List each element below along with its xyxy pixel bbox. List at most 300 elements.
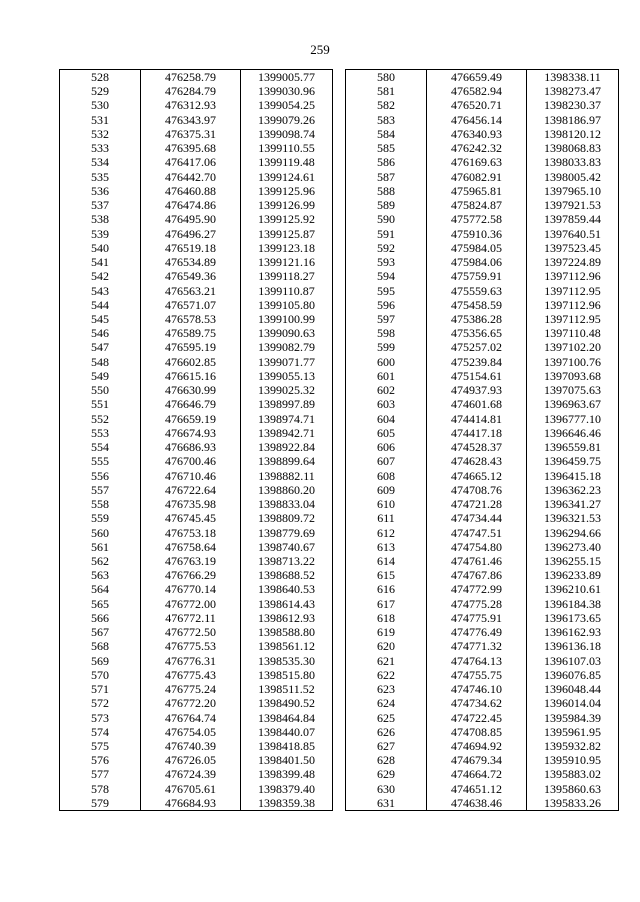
y-coordinate-cell: 1397640.51: [527, 227, 619, 241]
x-coordinate-cell: 474937.93: [427, 383, 527, 397]
y-coordinate-cell: 1399126.99: [241, 198, 333, 212]
point-number-cell: 574: [60, 725, 141, 739]
y-coordinate-cell: 1398338.11: [527, 70, 619, 85]
x-coordinate-cell: 476735.98: [141, 497, 241, 511]
table-row: [60, 426, 333, 440]
y-coordinate-cell: 1399125.96: [241, 184, 333, 198]
table-row: [60, 241, 333, 255]
point-number-cell: 554: [60, 440, 141, 454]
y-coordinate-cell: 1399110.87: [241, 284, 333, 298]
y-coordinate-cell: 1398779.69: [241, 526, 333, 540]
y-coordinate-cell: 1397102.20: [527, 340, 619, 354]
x-coordinate-cell: 474665.12: [427, 469, 527, 483]
point-number-cell: 584: [346, 127, 427, 141]
y-coordinate-cell: 1399098.74: [241, 127, 333, 141]
table-row: [346, 782, 619, 796]
y-coordinate-cell: 1396255.15: [527, 554, 619, 568]
point-number-cell: 561: [60, 540, 141, 554]
x-coordinate-cell: 475239.84: [427, 355, 527, 369]
table-row: [60, 767, 333, 781]
x-coordinate-cell: 474664.72: [427, 767, 527, 781]
x-coordinate-cell: 474775.28: [427, 597, 527, 611]
x-coordinate-cell: 474754.80: [427, 540, 527, 554]
y-coordinate-cell: 1398535.30: [241, 654, 333, 668]
x-coordinate-cell: 476456.14: [427, 113, 527, 127]
y-coordinate-cell: 1399055.13: [241, 369, 333, 383]
y-coordinate-cell: 1399071.77: [241, 355, 333, 369]
y-coordinate-cell: 1396963.67: [527, 397, 619, 411]
x-coordinate-cell: 476395.68: [141, 141, 241, 155]
table-row: [346, 511, 619, 525]
point-number-cell: 600: [346, 355, 427, 369]
point-number-cell: 535: [60, 170, 141, 184]
y-coordinate-cell: 1398515.80: [241, 668, 333, 682]
x-coordinate-cell: 476578.53: [141, 312, 241, 326]
y-coordinate-cell: 1395910.95: [527, 753, 619, 767]
point-number-cell: 627: [346, 739, 427, 753]
table-row: [346, 227, 619, 241]
table-row: [60, 127, 333, 141]
point-number-cell: 624: [346, 696, 427, 710]
point-number-cell: 545: [60, 312, 141, 326]
y-coordinate-cell: 1399090.63: [241, 326, 333, 340]
table-row: [60, 312, 333, 326]
x-coordinate-cell: 475257.02: [427, 340, 527, 354]
point-number-cell: 626: [346, 725, 427, 739]
y-coordinate-cell: 1396294.66: [527, 526, 619, 540]
x-coordinate-cell: 475965.81: [427, 184, 527, 198]
coordinate-table-right: [345, 69, 619, 811]
y-coordinate-cell: 1398379.40: [241, 782, 333, 796]
x-coordinate-cell: 476284.79: [141, 84, 241, 98]
x-coordinate-cell: 474708.85: [427, 725, 527, 739]
point-number-cell: 536: [60, 184, 141, 198]
table-row: [60, 84, 333, 98]
y-coordinate-cell: 1398464.84: [241, 711, 333, 725]
point-number-cell: 558: [60, 497, 141, 511]
y-coordinate-cell: 1398809.72: [241, 511, 333, 525]
x-coordinate-cell: 476417.06: [141, 155, 241, 169]
table-row: [346, 611, 619, 625]
x-coordinate-cell: 474776.49: [427, 625, 527, 639]
table-row: [60, 540, 333, 554]
point-number-cell: 551: [60, 397, 141, 411]
point-number-cell: 572: [60, 696, 141, 710]
point-number-cell: 557: [60, 483, 141, 497]
x-coordinate-cell: 476763.19: [141, 554, 241, 568]
table-row: [346, 312, 619, 326]
table-row: [60, 711, 333, 725]
table-row: [60, 269, 333, 283]
x-coordinate-cell: 474775.91: [427, 611, 527, 625]
y-coordinate-cell: 1398612.93: [241, 611, 333, 625]
x-coordinate-cell: 476615.16: [141, 369, 241, 383]
x-coordinate-cell: 474708.76: [427, 483, 527, 497]
x-coordinate-cell: 474761.46: [427, 554, 527, 568]
table-row: [346, 326, 619, 340]
point-number-cell: 631: [346, 796, 427, 811]
table-row: [346, 355, 619, 369]
table-row: [60, 340, 333, 354]
x-coordinate-cell: 476312.93: [141, 98, 241, 112]
y-coordinate-cell: 1397224.89: [527, 255, 619, 269]
table-row: [346, 668, 619, 682]
table-row: [346, 483, 619, 497]
x-coordinate-cell: 474528.37: [427, 440, 527, 454]
x-coordinate-cell: 476772.50: [141, 625, 241, 639]
x-coordinate-cell: 476343.97: [141, 113, 241, 127]
y-coordinate-cell: 1398899.64: [241, 454, 333, 468]
table-row: [346, 625, 619, 639]
page-number: 259: [310, 42, 330, 57]
x-coordinate-cell: 476766.29: [141, 568, 241, 582]
x-coordinate-cell: 474722.45: [427, 711, 527, 725]
y-coordinate-cell: 1397112.95: [527, 284, 619, 298]
table-row: [60, 227, 333, 241]
x-coordinate-cell: 476563.21: [141, 284, 241, 298]
x-coordinate-cell: 476754.05: [141, 725, 241, 739]
x-coordinate-cell: 476724.39: [141, 767, 241, 781]
x-coordinate-cell: 476375.31: [141, 127, 241, 141]
table-row: [346, 469, 619, 483]
table-row: [346, 454, 619, 468]
point-number-cell: 578: [60, 782, 141, 796]
point-number-cell: 534: [60, 155, 141, 169]
table-row: [60, 412, 333, 426]
y-coordinate-cell: 1395961.95: [527, 725, 619, 739]
x-coordinate-cell: 476686.93: [141, 440, 241, 454]
y-coordinate-cell: 1398614.43: [241, 597, 333, 611]
table-row: [60, 483, 333, 497]
point-number-cell: 563: [60, 568, 141, 582]
coordinate-table-right-body: [346, 70, 619, 811]
y-coordinate-cell: 1398713.22: [241, 554, 333, 568]
x-coordinate-cell: 475772.58: [427, 212, 527, 226]
point-number-cell: 599: [346, 340, 427, 354]
y-coordinate-cell: 1398997.89: [241, 397, 333, 411]
point-number-cell: 595: [346, 284, 427, 298]
point-number-cell: 538: [60, 212, 141, 226]
point-number-cell: 593: [346, 255, 427, 269]
table-row: [60, 696, 333, 710]
x-coordinate-cell: 474417.18: [427, 426, 527, 440]
x-coordinate-cell: 476753.18: [141, 526, 241, 540]
point-number-cell: 531: [60, 113, 141, 127]
x-coordinate-cell: 476775.53: [141, 639, 241, 653]
x-coordinate-cell: 476722.64: [141, 483, 241, 497]
y-coordinate-cell: 1396184.38: [527, 597, 619, 611]
y-coordinate-cell: 1395932.82: [527, 739, 619, 753]
y-coordinate-cell: 1398511.52: [241, 682, 333, 696]
table-row: [346, 170, 619, 184]
y-coordinate-cell: 1399025.32: [241, 383, 333, 397]
x-coordinate-cell: 476442.70: [141, 170, 241, 184]
y-coordinate-cell: 1399123.18: [241, 241, 333, 255]
y-coordinate-cell: 1396014.04: [527, 696, 619, 710]
y-coordinate-cell: 1397921.53: [527, 198, 619, 212]
point-number-cell: 544: [60, 298, 141, 312]
y-coordinate-cell: 1396777.10: [527, 412, 619, 426]
table-row: [346, 767, 619, 781]
point-number-cell: 549: [60, 369, 141, 383]
y-coordinate-cell: 1396646.46: [527, 426, 619, 440]
x-coordinate-cell: 476630.99: [141, 383, 241, 397]
table-row: [346, 198, 619, 212]
table-row: [60, 454, 333, 468]
table-row: [346, 725, 619, 739]
y-coordinate-cell: 1399100.99: [241, 312, 333, 326]
y-coordinate-cell: 1396341.27: [527, 497, 619, 511]
y-coordinate-cell: 1396559.81: [527, 440, 619, 454]
table-row: [60, 326, 333, 340]
point-number-cell: 550: [60, 383, 141, 397]
y-coordinate-cell: 1398833.04: [241, 497, 333, 511]
table-row: [346, 397, 619, 411]
table-row: [346, 696, 619, 710]
table-row: [60, 511, 333, 525]
x-coordinate-cell: 476772.11: [141, 611, 241, 625]
point-number-cell: 602: [346, 383, 427, 397]
x-coordinate-cell: 476589.75: [141, 326, 241, 340]
point-number-cell: 533: [60, 141, 141, 155]
y-coordinate-cell: 1399118.27: [241, 269, 333, 283]
y-coordinate-cell: 1398005.42: [527, 170, 619, 184]
y-coordinate-cell: 1396321.53: [527, 511, 619, 525]
table-row: [60, 682, 333, 696]
x-coordinate-cell: 474628.43: [427, 454, 527, 468]
y-coordinate-cell: 1398418.85: [241, 739, 333, 753]
x-coordinate-cell: 476740.39: [141, 739, 241, 753]
point-number-cell: 565: [60, 597, 141, 611]
point-number-cell: 623: [346, 682, 427, 696]
y-coordinate-cell: 1398974.71: [241, 412, 333, 426]
point-number-cell: 541: [60, 255, 141, 269]
table-row: [60, 98, 333, 112]
y-coordinate-cell: 1399124.61: [241, 170, 333, 184]
point-number-cell: 529: [60, 84, 141, 98]
y-coordinate-cell: 1398882.11: [241, 469, 333, 483]
x-coordinate-cell: 474747.51: [427, 526, 527, 540]
y-coordinate-cell: 1399125.92: [241, 212, 333, 226]
x-coordinate-cell: 474772.99: [427, 582, 527, 596]
point-number-cell: 628: [346, 753, 427, 767]
point-number-cell: 530: [60, 98, 141, 112]
point-number-cell: 564: [60, 582, 141, 596]
table-row: [346, 141, 619, 155]
x-coordinate-cell: 474734.44: [427, 511, 527, 525]
point-number-cell: 610: [346, 497, 427, 511]
y-coordinate-cell: 1398068.83: [527, 141, 619, 155]
y-coordinate-cell: 1398922.84: [241, 440, 333, 454]
table-row: [346, 340, 619, 354]
point-number-cell: 539: [60, 227, 141, 241]
x-coordinate-cell: 474771.32: [427, 639, 527, 653]
table-row: [346, 711, 619, 725]
x-coordinate-cell: 476595.19: [141, 340, 241, 354]
table-row: [60, 568, 333, 582]
y-coordinate-cell: 1398359.38: [241, 796, 333, 811]
point-number-cell: 579: [60, 796, 141, 811]
point-number-cell: 596: [346, 298, 427, 312]
point-number-cell: 580: [346, 70, 427, 85]
table-row: [60, 212, 333, 226]
y-coordinate-cell: 1399030.96: [241, 84, 333, 98]
x-coordinate-cell: 476775.43: [141, 668, 241, 682]
point-number-cell: 614: [346, 554, 427, 568]
x-coordinate-cell: 476700.46: [141, 454, 241, 468]
x-coordinate-cell: 475559.63: [427, 284, 527, 298]
table-row: [346, 155, 619, 169]
point-number-cell: 590: [346, 212, 427, 226]
point-number-cell: 542: [60, 269, 141, 283]
x-coordinate-cell: 476659.19: [141, 412, 241, 426]
table-row: [346, 682, 619, 696]
y-coordinate-cell: 1398440.07: [241, 725, 333, 739]
y-coordinate-cell: 1395984.39: [527, 711, 619, 725]
point-number-cell: 598: [346, 326, 427, 340]
y-coordinate-cell: 1399005.77: [241, 70, 333, 85]
table-row: [346, 113, 619, 127]
x-coordinate-cell: 476684.93: [141, 796, 241, 811]
point-number-cell: 570: [60, 668, 141, 682]
point-number-cell: 609: [346, 483, 427, 497]
table-row: [346, 84, 619, 98]
point-number-cell: 629: [346, 767, 427, 781]
point-number-cell: 585: [346, 141, 427, 155]
point-number-cell: 560: [60, 526, 141, 540]
point-number-cell: 566: [60, 611, 141, 625]
x-coordinate-cell: 476745.45: [141, 511, 241, 525]
y-coordinate-cell: 1396415.18: [527, 469, 619, 483]
table-row: [60, 355, 333, 369]
table-row: [60, 255, 333, 269]
table-row: [346, 639, 619, 653]
point-number-cell: 547: [60, 340, 141, 354]
y-coordinate-cell: 1396233.89: [527, 568, 619, 582]
point-number-cell: 543: [60, 284, 141, 298]
y-coordinate-cell: 1396136.18: [527, 639, 619, 653]
x-coordinate-cell: 476520.71: [427, 98, 527, 112]
x-coordinate-cell: 474651.12: [427, 782, 527, 796]
point-number-cell: 592: [346, 241, 427, 255]
y-coordinate-cell: 1399110.55: [241, 141, 333, 155]
point-number-cell: 594: [346, 269, 427, 283]
x-coordinate-cell: 476770.14: [141, 582, 241, 596]
point-number-cell: 528: [60, 70, 141, 85]
y-coordinate-cell: 1396048.44: [527, 682, 619, 696]
x-coordinate-cell: 474414.81: [427, 412, 527, 426]
x-coordinate-cell: 476460.88: [141, 184, 241, 198]
point-number-cell: 607: [346, 454, 427, 468]
table-row: [346, 753, 619, 767]
table-row: [60, 625, 333, 639]
x-coordinate-cell: 475356.65: [427, 326, 527, 340]
point-number-cell: 605: [346, 426, 427, 440]
y-coordinate-cell: 1399054.25: [241, 98, 333, 112]
point-number-cell: 577: [60, 767, 141, 781]
point-number-cell: 615: [346, 568, 427, 582]
y-coordinate-cell: 1396173.65: [527, 611, 619, 625]
x-coordinate-cell: 474767.86: [427, 568, 527, 582]
x-coordinate-cell: 475386.28: [427, 312, 527, 326]
x-coordinate-cell: 476758.64: [141, 540, 241, 554]
y-coordinate-cell: 1399121.16: [241, 255, 333, 269]
y-coordinate-cell: 1397100.76: [527, 355, 619, 369]
point-number-cell: 562: [60, 554, 141, 568]
table-row: [346, 412, 619, 426]
y-coordinate-cell: 1396162.93: [527, 625, 619, 639]
table-row: [346, 582, 619, 596]
table-row: [346, 269, 619, 283]
y-coordinate-cell: 1397112.96: [527, 269, 619, 283]
point-number-cell: 546: [60, 326, 141, 340]
y-coordinate-cell: 1396459.75: [527, 454, 619, 468]
x-coordinate-cell: 476242.32: [427, 141, 527, 155]
y-coordinate-cell: 1399105.80: [241, 298, 333, 312]
y-coordinate-cell: 1397523.45: [527, 241, 619, 255]
x-coordinate-cell: 476776.31: [141, 654, 241, 668]
y-coordinate-cell: 1397112.96: [527, 298, 619, 312]
table-row: [60, 725, 333, 739]
y-coordinate-cell: 1398942.71: [241, 426, 333, 440]
point-number-cell: 548: [60, 355, 141, 369]
point-number-cell: 567: [60, 625, 141, 639]
y-coordinate-cell: 1398860.20: [241, 483, 333, 497]
y-coordinate-cell: 1397075.63: [527, 383, 619, 397]
y-coordinate-cell: 1397112.95: [527, 312, 619, 326]
y-coordinate-cell: 1397093.68: [527, 369, 619, 383]
y-coordinate-cell: 1398186.97: [527, 113, 619, 127]
table-row: [60, 597, 333, 611]
point-number-cell: 617: [346, 597, 427, 611]
table-row: [346, 298, 619, 312]
table-row: [60, 469, 333, 483]
table-row: [60, 782, 333, 796]
point-number-cell: 616: [346, 582, 427, 596]
table-row: [60, 654, 333, 668]
table-row: [60, 383, 333, 397]
y-coordinate-cell: 1396076.85: [527, 668, 619, 682]
y-coordinate-cell: 1396107.03: [527, 654, 619, 668]
table-row: [346, 739, 619, 753]
point-number-cell: 540: [60, 241, 141, 255]
point-number-cell: 581: [346, 84, 427, 98]
point-number-cell: 553: [60, 426, 141, 440]
y-coordinate-cell: 1397859.44: [527, 212, 619, 226]
x-coordinate-cell: 476646.79: [141, 397, 241, 411]
x-coordinate-cell: 474746.10: [427, 682, 527, 696]
point-number-cell: 571: [60, 682, 141, 696]
x-coordinate-cell: 474721.28: [427, 497, 527, 511]
y-coordinate-cell: 1398401.50: [241, 753, 333, 767]
point-number-cell: 532: [60, 127, 141, 141]
point-number-cell: 576: [60, 753, 141, 767]
x-coordinate-cell: 476710.46: [141, 469, 241, 483]
x-coordinate-cell: 476519.18: [141, 241, 241, 255]
table-row: [346, 184, 619, 198]
table-row: [60, 113, 333, 127]
point-number-cell: 621: [346, 654, 427, 668]
y-coordinate-cell: 1398033.83: [527, 155, 619, 169]
x-coordinate-cell: 474694.92: [427, 739, 527, 753]
x-coordinate-cell: 476764.74: [141, 711, 241, 725]
point-number-cell: 586: [346, 155, 427, 169]
y-coordinate-cell: 1399119.48: [241, 155, 333, 169]
table-row: [346, 212, 619, 226]
table-row: [60, 497, 333, 511]
x-coordinate-cell: 476674.93: [141, 426, 241, 440]
x-coordinate-cell: 475984.06: [427, 255, 527, 269]
